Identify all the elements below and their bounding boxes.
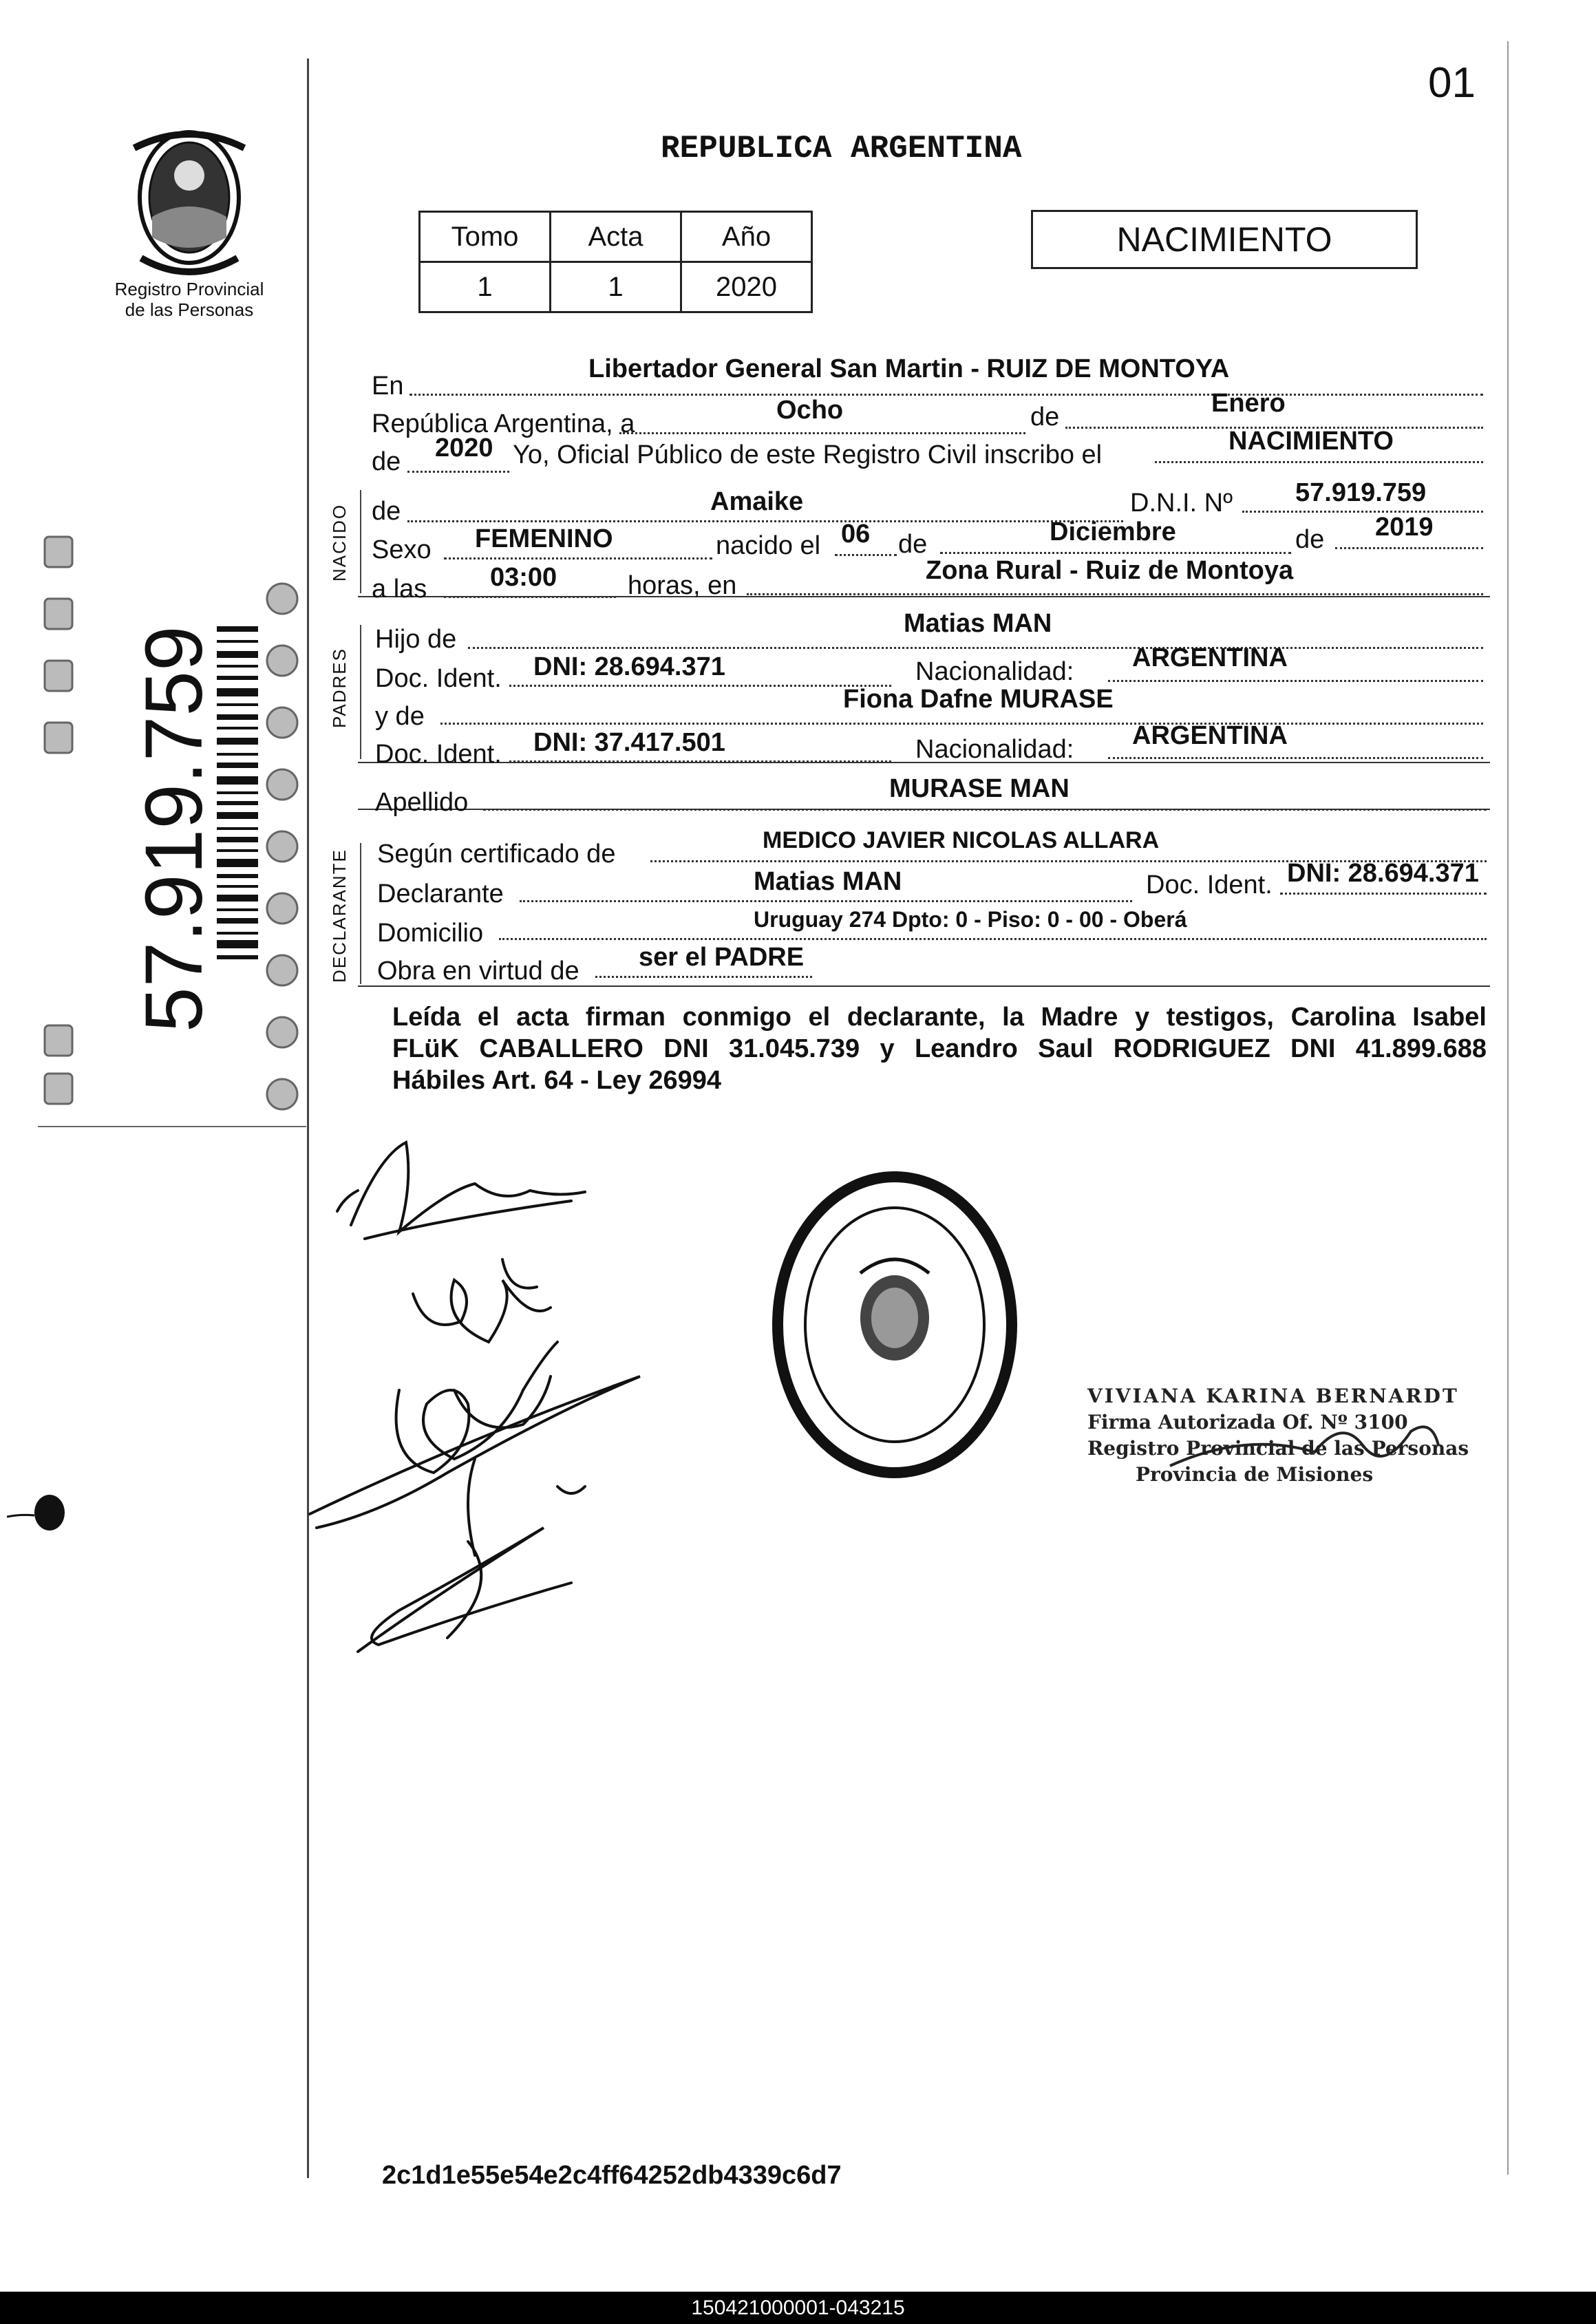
official-line3: Registro Provincial de las Personas xyxy=(1087,1437,1469,1460)
nac-dia-value: 06 xyxy=(841,520,871,548)
certificado-label: Según certificado de xyxy=(377,840,616,868)
nac-mes-value: Diciembre xyxy=(1050,518,1176,546)
official-name: VIVIANA KARINA BERNARDT xyxy=(1087,1385,1459,1407)
closing-paragraph xyxy=(392,1001,1487,1096)
sexo-dots xyxy=(444,557,712,559)
nac-mes-dots xyxy=(940,552,1291,554)
dia-value: Ocho xyxy=(776,396,844,425)
nac-anio-dots xyxy=(1335,547,1483,549)
dni-label: D.N.I. Nº xyxy=(1130,489,1233,518)
madre-doc-value: DNI: 37.417.501 xyxy=(533,728,725,757)
declarante-bracket xyxy=(360,843,361,984)
dni-value: 57.919.759 xyxy=(1295,478,1427,507)
logo-caption xyxy=(103,279,275,320)
docident3-label: Doc. Ident. xyxy=(1146,871,1273,899)
closing-line2: FLüK CABALLERO DNI 31.045.739 y Leandro Saul RODRIGUEZ DNI 41.899.688 xyxy=(392,1034,1487,1063)
anio-value: 2020 xyxy=(435,434,493,462)
padre-nac-value: ARGENTINA xyxy=(1132,643,1288,672)
big-dni-number: 57.919.759 xyxy=(129,626,220,1032)
official-line2: Firma Autorizada Of. Nº 3100 xyxy=(1087,1411,1408,1433)
declarante-label: Declarante xyxy=(377,880,504,908)
logo-caption-line1: Registro Provincial xyxy=(114,279,264,299)
side-label-declarante: DECLARANTE xyxy=(329,849,350,983)
official-signature-scribble xyxy=(1163,1404,1452,1490)
de-label: de xyxy=(1030,403,1060,431)
madre-doc-dots xyxy=(509,760,891,763)
official-stamp xyxy=(764,1163,1025,1490)
header-acta: Acta xyxy=(551,212,681,262)
anio-dots xyxy=(407,471,509,473)
inscribo-value: NACIMIENTO xyxy=(1228,427,1394,456)
padre-doc-value: DNI: 28.694.371 xyxy=(533,652,725,681)
hora-dots xyxy=(444,596,616,598)
sexo-value: FEMENINO xyxy=(475,524,613,553)
domicilio-label: Domicilio xyxy=(377,919,484,948)
certificado-value: MEDICO JAVIER NICOLAS ALLARA xyxy=(763,827,1160,853)
madre-value: Fiona Dafne MURASE xyxy=(843,685,1114,714)
docident2-label: Doc. Ident. xyxy=(375,740,502,769)
padre-value: Matias MAN xyxy=(904,609,1052,638)
nombre-de-label: de xyxy=(372,497,401,526)
en-label: En xyxy=(372,372,404,401)
nac-anio-value: 2019 xyxy=(1375,513,1434,542)
horas-label: horas, en xyxy=(628,571,737,600)
sexo-label: Sexo xyxy=(372,535,432,564)
hijo-label: Hijo de xyxy=(375,625,457,654)
madre-nac-value: ARGENTINA xyxy=(1132,721,1288,750)
nombre-dots xyxy=(407,520,1123,522)
dia-dots xyxy=(619,432,1025,434)
domicilio-dots xyxy=(499,938,1487,940)
province-logo xyxy=(120,120,258,282)
lugar-dots xyxy=(747,593,1483,595)
declarante-doc-value: DNI: 28.694.371 xyxy=(1287,859,1479,888)
declarante-doc-dots xyxy=(1280,893,1487,895)
closing-line1: Leída el acta firman conmigo el declarante, la Madre y testigos, Carolina Isabel xyxy=(392,1003,1487,1032)
document-title: REPUBLICA ARGENTINA xyxy=(661,131,1022,167)
left-strip xyxy=(38,523,310,1129)
footer-code-bar: 150421000001-043215 xyxy=(0,2292,1596,2324)
padre-doc-dots xyxy=(509,685,891,687)
left-strip-bottom-line xyxy=(38,1126,306,1127)
declarante-value: Matias MAN xyxy=(754,867,902,896)
apellido-dots xyxy=(483,809,1487,811)
nombre-value: Amaike xyxy=(710,487,804,516)
obra-label: Obra en virtud de xyxy=(377,957,579,985)
dni-dots xyxy=(1242,511,1483,513)
madre-nac-dots xyxy=(1108,757,1483,759)
yde-label: y de xyxy=(375,702,425,731)
padres-bracket xyxy=(360,625,361,759)
apellido-label: Apellido xyxy=(375,788,469,817)
lugar-value: Zona Rural - Ruiz de Montoya xyxy=(926,556,1294,585)
right-margin-line xyxy=(1507,41,1509,2175)
value-tomo: 1 xyxy=(420,262,551,312)
punch-hole-mark xyxy=(7,1486,76,1545)
nac-de-label: de xyxy=(898,530,928,559)
padre-nac-dots xyxy=(1108,680,1483,682)
inscribo-dots xyxy=(1155,461,1483,463)
alas-label: a las xyxy=(372,575,427,604)
docident-label: Doc. Ident. xyxy=(375,664,502,693)
en-dots xyxy=(409,394,1483,396)
domicilio-value: Uruguay 274 Dpto: 0 - Piso: 0 - 00 - Oberá xyxy=(754,907,1187,932)
nac-dia-dots xyxy=(835,554,897,556)
document-hash: 2c1d1e55e54e2c4ff64252db4339c6d7 xyxy=(382,2161,842,2190)
apellido-value: MURASE MAN xyxy=(889,774,1070,803)
handwritten-signatures xyxy=(296,1115,723,1669)
nacionalidad-label: Nacionalidad: xyxy=(915,657,1074,686)
header-tomo: Tomo xyxy=(420,212,551,262)
republica-label: República Argentina, a xyxy=(372,409,635,438)
value-acta: 1 xyxy=(551,262,681,312)
yo-label: Yo, Oficial Público de este Registro Civil inscribo el xyxy=(513,440,1103,469)
act-type-box: NACIMIENTO xyxy=(1031,210,1418,269)
official-line4: Provincia de Misiones xyxy=(1136,1463,1374,1486)
de2-label: de xyxy=(372,447,401,476)
nacionalidad2-label: Nacionalidad: xyxy=(915,735,1074,764)
declarante-dots xyxy=(520,900,1132,902)
value-anio: 2020 xyxy=(681,262,812,312)
obra-value: ser el PADRE xyxy=(639,943,805,972)
closing-line3: Hábiles Art. 64 - Ley 26994 xyxy=(392,1066,722,1095)
nac-de2-label: de xyxy=(1295,525,1325,554)
hora-value: 03:00 xyxy=(490,563,557,592)
side-label-nacido: NACIDO xyxy=(329,503,350,582)
header-anio: Año xyxy=(681,212,812,262)
page-number: 01 xyxy=(1428,59,1476,107)
nacido-bracket xyxy=(360,490,361,593)
padre-dots xyxy=(468,647,1483,649)
registry-table xyxy=(418,211,813,313)
logo-caption-line2: de las Personas xyxy=(125,299,254,320)
mes-value: Enero xyxy=(1211,389,1286,418)
madre-dots xyxy=(440,723,1483,725)
nacido-label: nacido el xyxy=(716,531,821,560)
obra-dots xyxy=(595,976,812,978)
en-value: Libertador General San Martin - RUIZ DE MONTOYA xyxy=(588,354,1230,383)
side-label-padres: PADRES xyxy=(329,648,350,728)
